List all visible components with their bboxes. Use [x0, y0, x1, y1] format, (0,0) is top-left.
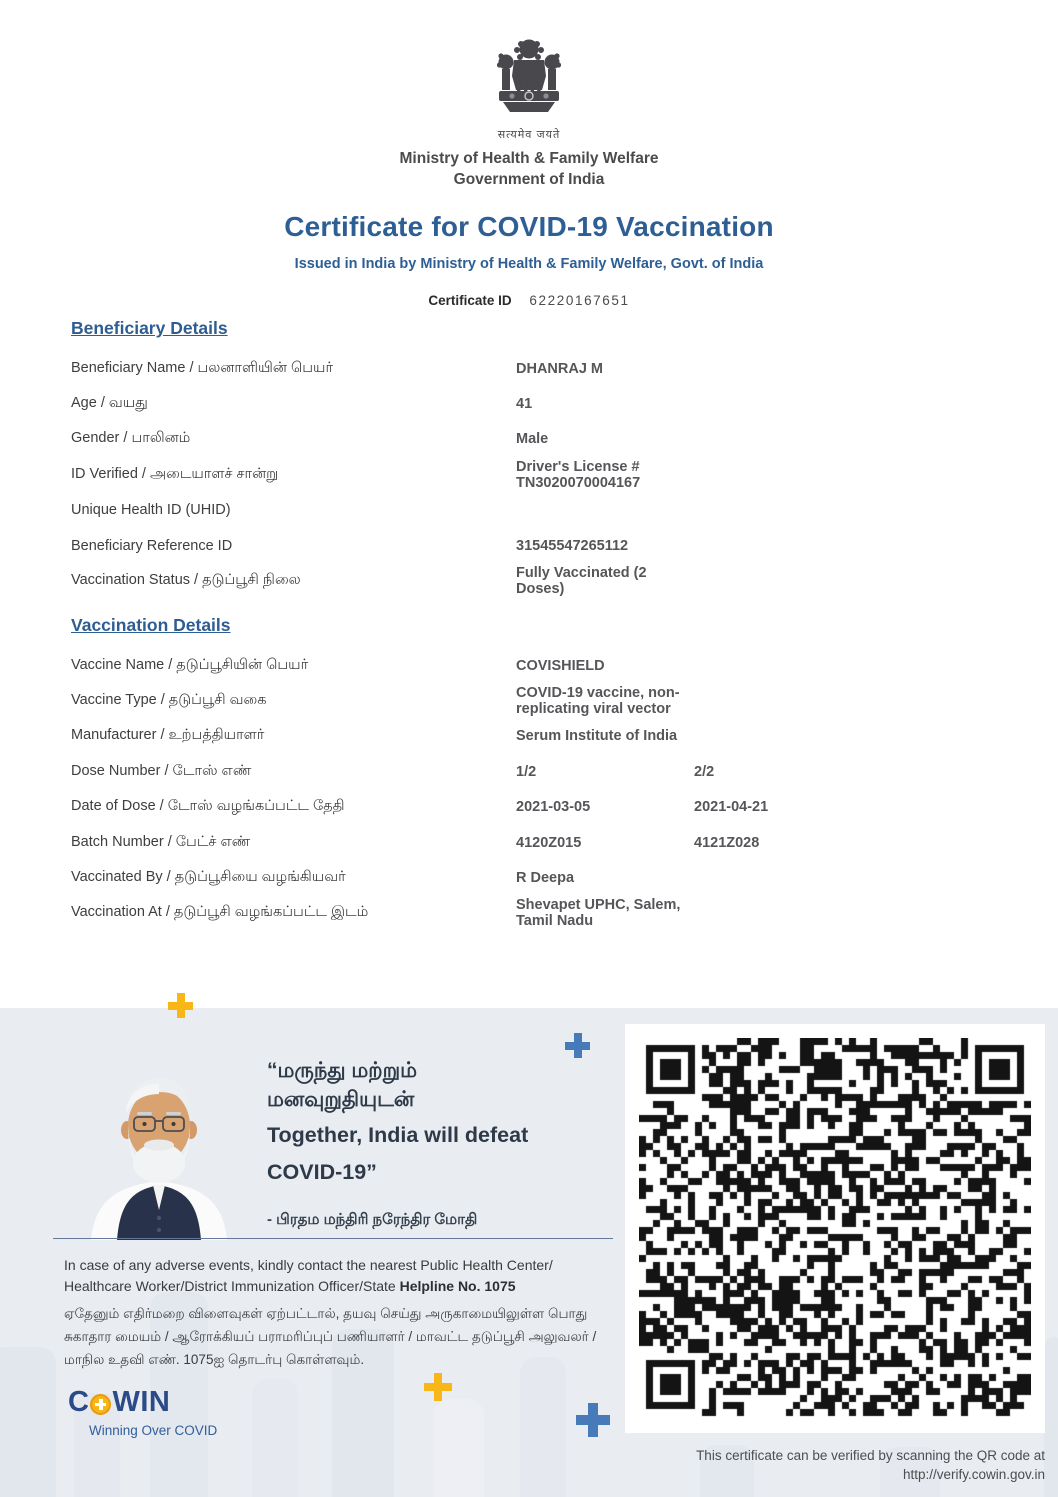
- detail-row: [71, 563, 987, 598]
- verification-note: [625, 1446, 1045, 1484]
- plus-decoration-blue-large: [576, 1403, 610, 1437]
- detail-row: [71, 790, 987, 825]
- field-value: Serum Institute of India: [516, 728, 678, 745]
- cowin-letters-win: WIN: [112, 1386, 171, 1418]
- detail-row: [71, 825, 987, 860]
- field-label: Vaccination At / தடுப்பூசி வழங்கப்பட்ட இடம்: [71, 904, 369, 921]
- quote-block: [267, 1056, 528, 1230]
- detail-row: [71, 457, 987, 492]
- verify-line1: This certificate can be verified by scanning the QR code at: [696, 1448, 1045, 1463]
- field-value: Shevapet UPHC, Salem, Tamil Nadu: [516, 897, 681, 930]
- banner-divider: [53, 1238, 613, 1239]
- vaccination-details-heading: Vaccination Details: [71, 615, 231, 635]
- qr-code: [639, 1038, 1031, 1419]
- emblem-of-india-icon: [490, 36, 568, 126]
- detail-row: [71, 422, 987, 457]
- field-value: Male: [516, 431, 549, 448]
- certificate-header: [0, 0, 1058, 308]
- certificate-id-row: [0, 293, 1058, 308]
- detail-row: [71, 351, 987, 386]
- cowin-plus-icon: [90, 1394, 111, 1415]
- field-value: COVISHIELD: [516, 657, 605, 674]
- field-value: DHANRAJ M: [516, 360, 603, 377]
- helpline-text-english: [64, 1255, 616, 1297]
- field-label: ID Verified / அடையாளச் சான்று: [71, 465, 279, 482]
- detail-row: [71, 528, 987, 563]
- field-value: COVID-19 vaccine, non-replicating viral vector: [516, 685, 680, 718]
- ministry-name: Ministry of Health & Family Welfare: [399, 150, 659, 167]
- plus-decoration-yellow-small: [168, 993, 193, 1018]
- cowin-tagline: Winning Over COVID: [89, 1423, 218, 1438]
- emblem-motto: सत्यमेव जयते: [497, 129, 561, 141]
- cowin-logo-row: [68, 1386, 217, 1419]
- detail-row: [71, 648, 987, 683]
- certificate-subtitle: Issued in India by Ministry of Health & Family Welfare, Govt. of India: [294, 256, 764, 272]
- helpline-text-tamil: ஏதேனும் எதிர்மறை விளைவுகள் ஏற்பட்டால், தயவு செய்து அருகாமையிலுள்ள பொது சுகாதார மையம் / ஆரோக்கியப் பராமரிப்புப் பணியாளர் / மாவட்ட தடுப்பூசி அலுவலர் / மாநில உதவி எண். 1075ஐ தொடர்பு கொள்ளவும்.: [64, 1306, 597, 1367]
- helpline-regular-text: In case of any adverse events, kindly contact the nearest Public Health Center/ Healthcare Worker/District Immunization Officer/State: [64, 1257, 553, 1294]
- field-value: Fully Vaccinated (2 Doses): [516, 565, 647, 598]
- field-label: Beneficiary Reference ID: [71, 537, 233, 554]
- crowd-silhouette: [1044, 1337, 1058, 1497]
- field-label: Vaccination Status / தடுப்பூசி நிலை: [71, 572, 301, 589]
- field-value: 4120Z015 4121Z028: [516, 834, 760, 851]
- detail-row: [71, 683, 987, 718]
- verify-url: http://verify.cowin.gov.in: [902, 1467, 1045, 1482]
- beneficiary-rows: [71, 351, 987, 599]
- field-label: Vaccine Type / தடுப்பூசி வகை: [71, 692, 267, 709]
- detail-row: [71, 493, 987, 528]
- beneficiary-details-heading: Beneficiary Details: [71, 318, 228, 338]
- field-value: R Deepa: [516, 870, 575, 887]
- field-label: Unique Health ID (UHID): [71, 502, 231, 519]
- field-label: Vaccinated By / தடுப்பூசியை வழங்கியவர்: [71, 869, 346, 886]
- quote-english-line2: COVID-19”: [267, 1160, 377, 1184]
- detail-row: [71, 719, 987, 754]
- quote-tamil: “மருந்து மற்றும் மனவுறுதியுடன்: [267, 1059, 418, 1111]
- cowin-logo: [68, 1386, 217, 1438]
- detail-row: [71, 860, 987, 895]
- cowin-banner: [0, 1008, 1058, 1497]
- field-label: Age / வயது: [71, 395, 148, 412]
- field-label: Gender / பாலினம்: [71, 430, 191, 447]
- crowd-silhouette: [252, 1379, 298, 1497]
- field-value: 1/2 2/2: [516, 763, 715, 780]
- beneficiary-details-section: [71, 318, 987, 599]
- certificate-title: Certificate for COVID-19 Vaccination: [284, 211, 774, 242]
- crowd-silhouette: [434, 1399, 484, 1497]
- field-label: Date of Dose / டோஸ் வழங்கப்பட்ட தேதி: [71, 798, 345, 815]
- detail-row: [71, 754, 987, 789]
- vaccination-rows: [71, 648, 987, 931]
- cowin-letter-c: C: [68, 1386, 90, 1418]
- field-value: Driver's License # TN3020070004167: [516, 458, 641, 491]
- field-label: Batch Number / பேட்ச் எண்: [71, 833, 251, 850]
- field-value: 41: [516, 396, 533, 413]
- helpline-number: Helpline No. 1075: [399, 1278, 516, 1294]
- plus-decoration-blue-small: [565, 1033, 590, 1058]
- crowd-silhouette: [520, 1357, 566, 1497]
- field-label: Dose Number / டோஸ் எண்: [71, 762, 252, 779]
- quote-english-line1: Together, India will defeat: [267, 1123, 529, 1147]
- field-value: 2021-03-05 2021-04-21: [516, 799, 769, 816]
- government-name: Government of India: [453, 171, 605, 188]
- field-label: Vaccine Name / தடுப்பூசியின் பெயர்: [71, 656, 309, 673]
- detail-row: [71, 896, 987, 931]
- detail-row: [71, 386, 987, 421]
- certificate-id-label: Certificate ID: [428, 293, 512, 308]
- field-value: 31545547265112: [516, 537, 629, 554]
- quote-attribution: - பிரதம மந்திரி நரேந்திர மோதி: [267, 1211, 478, 1228]
- vaccination-details-section: [71, 615, 987, 931]
- field-label: Manufacturer / உற்பத்தியாளர்: [71, 727, 265, 744]
- plus-decoration-yellow-large: [424, 1373, 452, 1401]
- crowd-silhouette: [0, 1347, 56, 1497]
- field-label: Beneficiary Name / பலனாளியின் பெயர்: [71, 359, 334, 376]
- certificate-id-value: 62220167651: [529, 293, 630, 308]
- modi-photo: [73, 1064, 245, 1240]
- qr-code-panel: [625, 1024, 1045, 1433]
